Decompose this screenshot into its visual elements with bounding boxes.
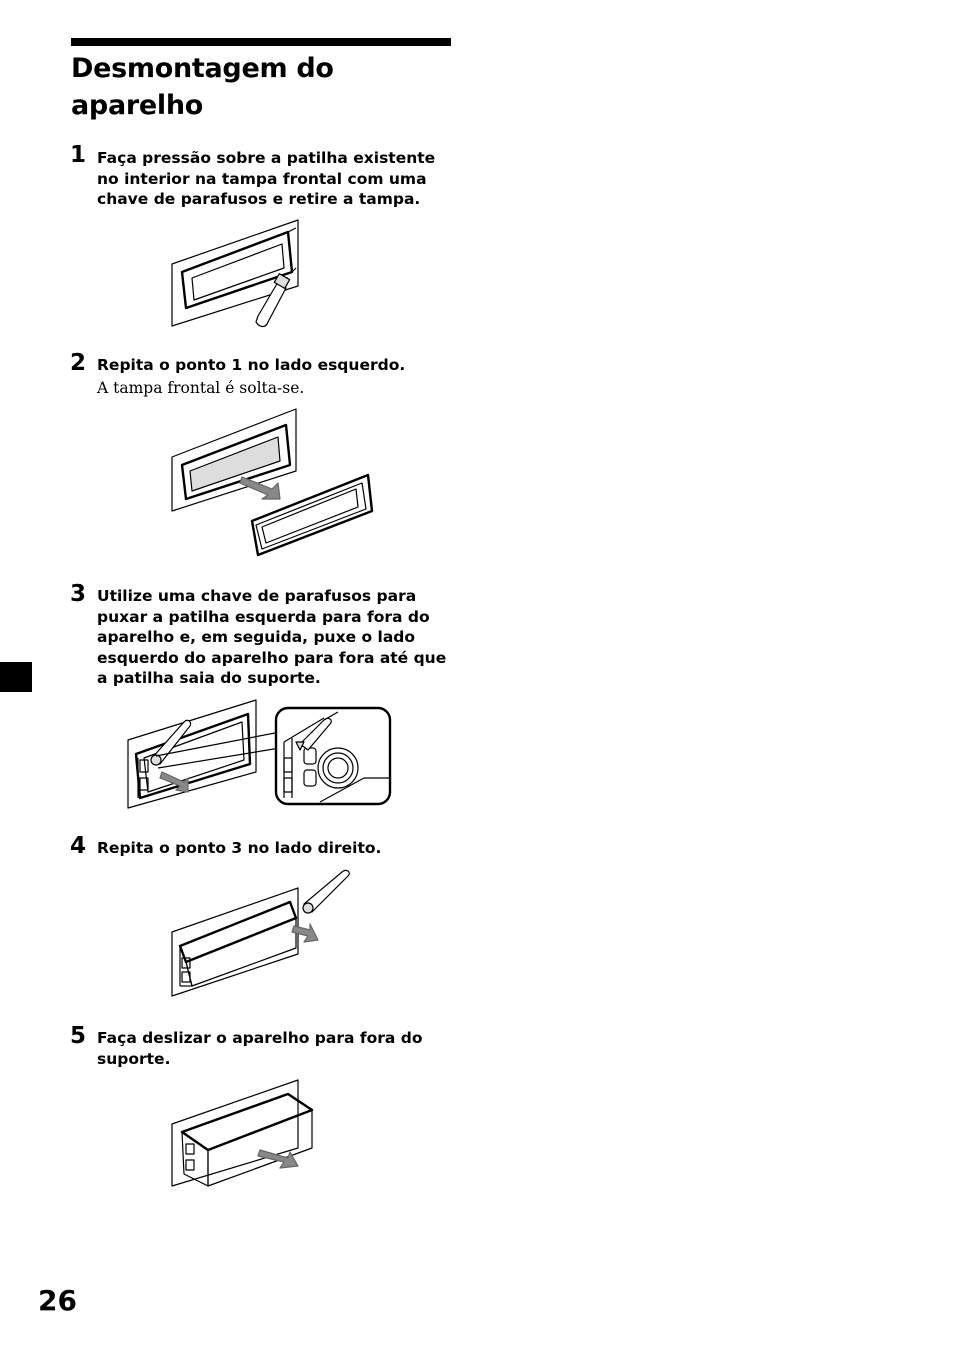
step-1-illustration (168, 218, 303, 333)
title-rule (71, 38, 451, 46)
step-5-illustration (168, 1078, 318, 1190)
step-5-number: 5 (70, 1023, 87, 1049)
section-tab (0, 662, 32, 692)
step-2-number: 2 (70, 350, 87, 376)
step-1-text: Faça pressão sobre a patilha existente no interior na tampa frontal com uma chave de parafusos e retire a tampa. (97, 149, 436, 208)
page-number: 26 (38, 1284, 77, 1317)
step-4-number: 4 (70, 833, 87, 859)
step-2-text: Repita o ponto 1 no lado esquerdo. (97, 356, 406, 374)
step-3-text: Utilize uma chave de parafusos para puxar a patilha esquerda para fora do aparelho e, em seguida, puxe o lado esquerdo do aparelho para fora até que a patilha saia do suporte. (97, 587, 447, 687)
step-2-illustration (168, 405, 378, 565)
step-4-illustration (168, 866, 358, 1001)
step-3-number: 3 (70, 581, 87, 607)
page-title: Desmontagem do aparelho (71, 53, 334, 121)
step-3-illustration (124, 698, 396, 812)
step-4-text: Repita o ponto 3 no lado direito. (97, 839, 382, 857)
step-2-note: A tampa frontal é solta-se. (97, 379, 305, 397)
step-5-text: Faça deslizar o aparelho para fora do suporte. (97, 1029, 423, 1068)
step-1-number: 1 (70, 142, 87, 168)
